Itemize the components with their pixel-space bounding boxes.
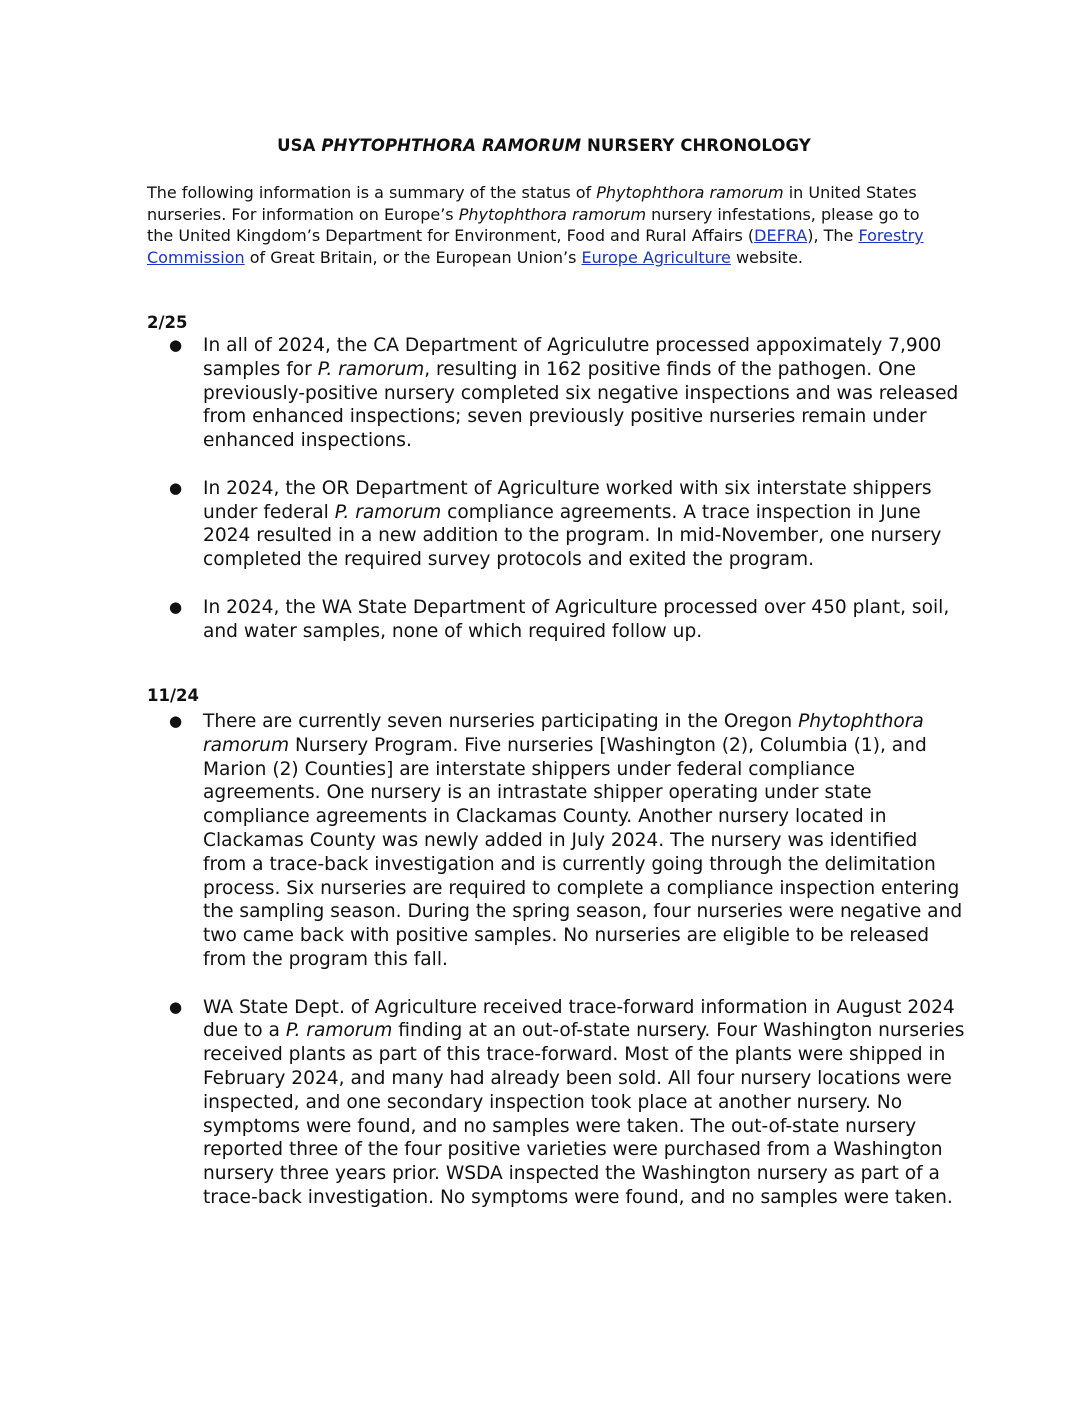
bullet-icon: ● — [169, 336, 183, 354]
europe-agriculture-link[interactable]: Europe Agriculture — [581, 248, 731, 268]
list-item: ● In all of 2024, the CA Department of Agriculutre processed appoximately 7,900 samples for P. ramorum, resulting in 162 positive finds of the pathogen. One previously-positive nursery completed six negative inspections and was released from enhanced inspections; seven previously positive nurseries remain under enhanced inspections. — [169, 335, 959, 452]
bullet-icon: ● — [169, 997, 183, 1016]
list-item: ● In 2024, the WA State Department of Agriculture processed over 450 plant, soil, and water samples, none of which required follow up. — [169, 596, 950, 642]
list-item: ● There are currently seven nurseries participating in the Oregon Phytophthora ramorum Nursery Program. Five nurseries [Washington (2), Columbia (1), and Marion (2) Counties] are interstate shippers under federal compliance agreements. One nursery is an intrastate shipper operating under state compliance agreements in Clackamas County. Another nursery located in Clackamas County was newly added in July 2024. The nursery was identified from a trace-back investigation and is currently going through the delimitation process. Six nurseries are required to complete a compliance inspection entering the sampling season. During the spring season, four nurseries were negative and two came back with positive samples. No nurseries are eligible to be released from the program this fall. — [169, 711, 963, 970]
list-item: ● WA State Dept. of Agriculture received trace-forward information in August 2024 due to a P. ramorum finding at an out-of-state nursery. Four Washington nurseries received plants as part of this trace-forward. Most of the plants were shipped in February 2024, and many had already been sold. All four nursery locations were inspected, and one secondary inspection took place at another nursery. No symptoms were found, and no samples were taken. The out-of-state nursery reported three of the four positive varieties were purchased from a Washington nursery three years prior. WSDA inspected the Washington nursery as part of a trace-back investigation. No symptoms were found, and no samples were taken. — [169, 996, 965, 1208]
bullet-icon: ● — [169, 712, 183, 730]
section-date: 11/24 — [147, 686, 199, 705]
bullet-icon: ● — [169, 597, 183, 616]
forestry-commission-link[interactable]: Forestry Commission — [147, 226, 924, 268]
page-title: USA PHYTOPHTHORA RAMORUM NURSERY CHRONOLOGY — [277, 136, 811, 155]
bullet-list — [166, 334, 966, 667]
bullet-icon: ● — [169, 478, 183, 497]
section-date: 2/25 — [147, 313, 188, 332]
intro-paragraph: The following information is a summary of the status of Phytophthora ramorum in United States nurseries. For information on Europe’s Phytophthora ramorum nursery infestations, please go to the United Kingdom’s Department for Environment, Food and Rural Affairs (DEFRA), The Forestry Commission of Great Britain, or the European Union’s Europe Agriculture website. — [147, 183, 924, 268]
bullet-list — [166, 710, 966, 1234]
list-item: ● In 2024, the OR Department of Agriculture worked with six interstate shippers under federal P. ramorum compliance agreements. A trace inspection in June 2024 resulted in a new addition to the program. In mid-November, one nursery completed the required survey protocols and exited the program. — [169, 477, 942, 571]
defra-link[interactable]: DEFRA — [754, 226, 808, 246]
